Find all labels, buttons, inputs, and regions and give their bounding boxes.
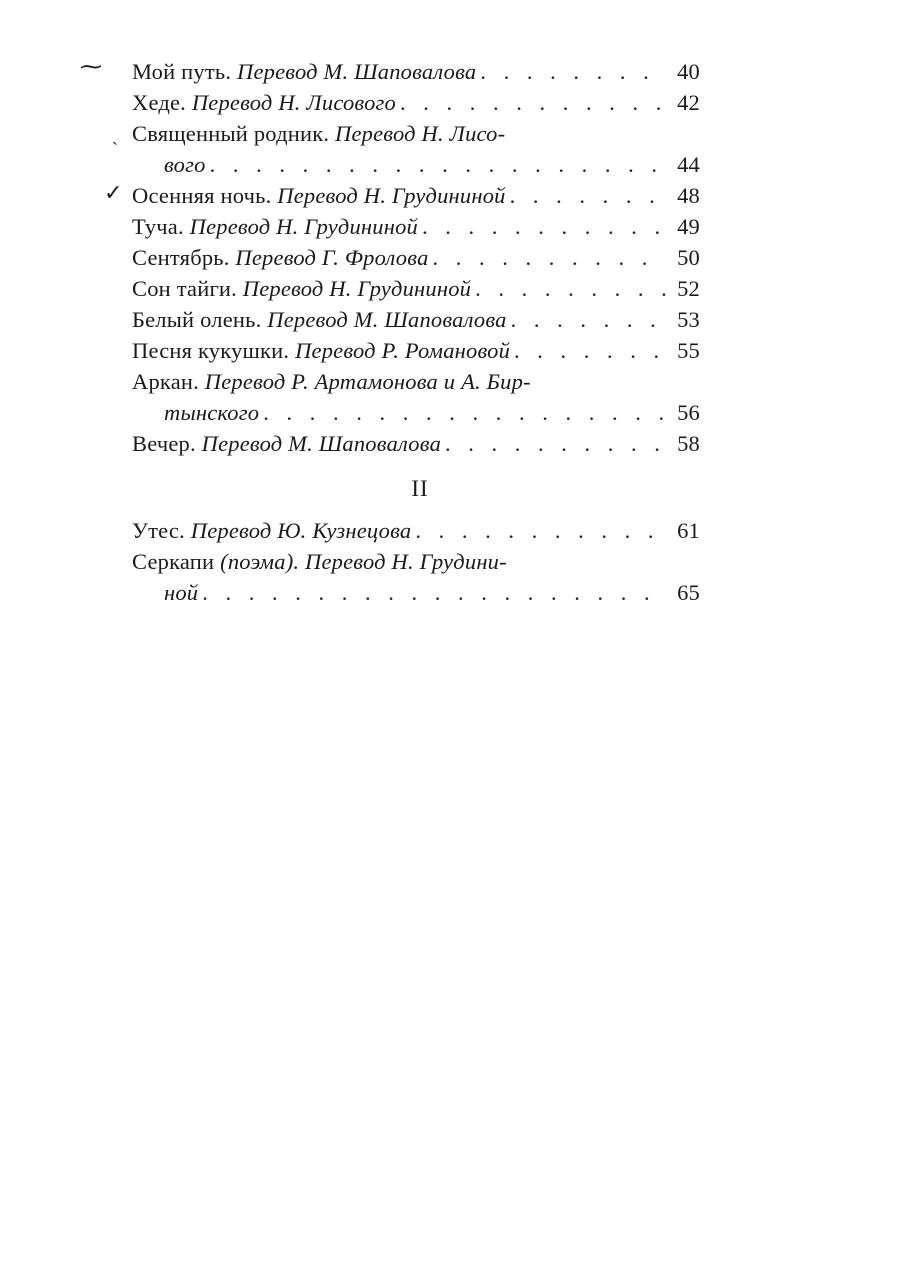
toc-line-continuation [132,397,700,428]
toc-line [132,242,700,273]
toc-line [132,335,700,366]
page-number: 58 [677,431,700,456]
translator-credit: ной [164,580,199,605]
poem-title: Серкапи [132,549,215,574]
toc-line [132,56,700,87]
section-heading: II [411,476,429,501]
dot-leader [400,87,666,118]
handwritten-tick-mark: ˏ [112,125,118,145]
dot-leader [511,304,666,335]
translator-credit: (поэма). Перевод Н. Грудини- [220,549,507,574]
toc-entry [132,211,700,242]
poem-title: Хеде. [132,90,186,115]
translator-credit: Перевод Н. Грудининой [277,183,506,208]
toc-line [132,180,700,211]
dot-leader [475,273,666,304]
poem-title: Священный родник. [132,121,330,146]
toc-line [132,118,700,149]
poem-title: Песня кукушки. [132,338,290,363]
page-number: 56 [677,400,700,425]
dot-leader [433,242,666,273]
dot-leader [514,335,666,366]
translator-credit: Перевод Н. Лисо- [335,121,506,146]
toc-entry [132,56,700,87]
toc-line [132,546,700,577]
poem-title: Мой путь. [132,59,232,84]
toc-line [132,366,700,397]
toc-line-continuation [132,577,700,608]
toc-line [132,515,700,546]
dot-leader [415,515,666,546]
translator-credit: Перевод Н. Грудининой [189,214,418,239]
toc-entry [132,304,700,335]
page-number: 42 [677,90,700,115]
page-number: 55 [677,338,700,363]
translator-credit: Перевод Н. Лисового [191,90,396,115]
page-number: 50 [677,245,700,270]
poem-title: Сентябрь. [132,245,230,270]
page-number: 49 [677,214,700,239]
toc-line [132,273,700,304]
dot-leader [202,577,666,608]
translator-credit: Перевод М. Шаповалова [267,307,507,332]
toc-entry [132,366,700,428]
translator-credit: вого [164,152,206,177]
translator-credit: Перевод Р. Артамонова и А. Бир- [204,369,531,394]
poem-title: Сон тайги. [132,276,237,301]
translator-credit: Перевод Н. Грудининой [242,276,472,301]
toc-line [132,304,700,335]
dot-leader [480,56,666,87]
dot-leader [210,149,666,180]
poem-title: Осенняя ночь. [132,183,272,208]
toc-entry [132,428,700,459]
toc-entry [132,515,700,546]
handwritten-check-mark: ✓ [104,180,123,205]
toc-entry [132,87,700,118]
dot-leader [445,428,666,459]
page-number: 65 [677,580,700,605]
toc-line [132,428,700,459]
page-number: 44 [677,152,700,177]
poem-title: Белый олень. [132,307,262,332]
dot-leader [510,180,666,211]
translator-credit: тынского [164,400,260,425]
handwritten-tick-mark: ⁓ [80,54,102,79]
page-number: 40 [677,59,700,84]
poem-title: Вечер. [132,431,196,456]
page-number: 53 [677,307,700,332]
page-number: 48 [677,183,700,208]
toc-entry [132,273,700,304]
toc-entry [132,118,700,180]
translator-credit: Перевод М. Шаповалова [237,59,477,84]
page-number: 52 [677,276,700,301]
page-number: 61 [677,518,700,543]
poem-title: Туча. [132,214,184,239]
toc-entry [132,242,700,273]
translator-credit: Перевод Р. Романовой [295,338,511,363]
toc-entry [132,180,700,211]
toc-line [132,211,700,242]
toc-line-continuation [132,149,700,180]
poem-title: Утес. [132,518,185,543]
toc-entry [132,335,700,366]
translator-credit: Перевод Г. Фролова [235,245,429,270]
dot-leader [422,211,666,242]
translator-credit: Перевод М. Шаповалова [201,431,442,456]
translator-credit: Перевод Ю. Кузнецова [190,518,412,543]
toc-line [132,87,700,118]
dot-leader [263,397,666,428]
poem-title: Аркан. [132,369,199,394]
toc-entry [132,546,700,608]
